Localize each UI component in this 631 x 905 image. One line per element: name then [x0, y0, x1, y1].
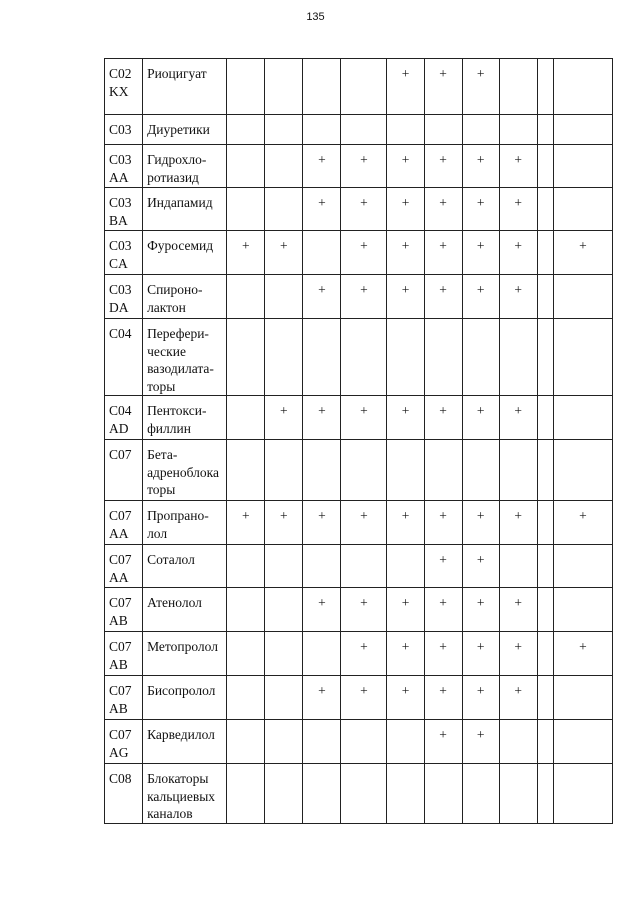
mark-cell: + [387, 188, 424, 231]
mark-cell: + [303, 676, 341, 720]
mark-cell [499, 319, 537, 396]
mark-cell [303, 545, 341, 588]
mark-cell [227, 59, 265, 115]
mark-cell: + [424, 501, 462, 545]
drug-name-cell [143, 545, 227, 588]
atc-code-line: AD [109, 420, 129, 436]
mark-cell [387, 764, 424, 824]
mark-cell [341, 440, 387, 501]
mark-cell: + [424, 545, 462, 588]
mark-cell: + [462, 231, 499, 275]
mark-cell [553, 145, 612, 188]
mark-cell [265, 319, 303, 396]
table-row [105, 501, 613, 545]
table-row [105, 764, 613, 824]
mark-cell: + [227, 231, 265, 275]
drug-name-cell [143, 676, 227, 720]
mark-cell [462, 319, 499, 396]
mark-cell: + [424, 145, 462, 188]
mark-cell: + [462, 501, 499, 545]
mark-cell [387, 319, 424, 396]
mark-cell: + [341, 396, 387, 440]
table-row [105, 145, 613, 188]
mark-cell [499, 764, 537, 824]
drug-name-cell [143, 632, 227, 676]
table-row [105, 676, 613, 720]
drug-name-line: Индапамид [147, 195, 213, 210]
drug-name-line: Атенолол [147, 595, 202, 610]
drug-name-line: кальциевых [147, 788, 216, 804]
atc-code-cell [105, 319, 143, 396]
mark-cell [227, 396, 265, 440]
mark-cell: + [462, 59, 499, 115]
table-row [105, 275, 613, 319]
mark-cell [537, 764, 553, 824]
mark-cell: + [499, 588, 537, 632]
mark-cell [424, 115, 462, 145]
mark-cell [227, 588, 265, 632]
atc-code-line: C07 [109, 727, 132, 742]
drug-name-cell [143, 396, 227, 440]
mark-cell [303, 231, 341, 275]
mark-cell [227, 440, 265, 501]
table-row [105, 396, 613, 440]
drug-name-cell [143, 145, 227, 188]
atc-code-line: C07 [109, 639, 132, 654]
mark-cell [227, 145, 265, 188]
mark-cell [537, 145, 553, 188]
drug-name-line: Пропрано- [147, 508, 209, 523]
mark-cell: + [387, 145, 424, 188]
atc-code-cell [105, 188, 143, 231]
mark-cell [265, 720, 303, 764]
atc-code-line: KX [109, 83, 129, 99]
mark-cell: + [462, 145, 499, 188]
drug-name-line: ротиазид [147, 169, 199, 185]
mark-cell [387, 545, 424, 588]
atc-code-cell [105, 545, 143, 588]
table-row [105, 632, 613, 676]
mark-cell: + [499, 275, 537, 319]
mark-cell [303, 440, 341, 501]
atc-code-line: C03 [109, 152, 132, 167]
atc-code-cell [105, 145, 143, 188]
mark-cell [553, 275, 612, 319]
mark-cell: + [303, 275, 341, 319]
atc-code-line: CA [109, 255, 128, 271]
mark-cell [387, 115, 424, 145]
mark-cell: + [499, 501, 537, 545]
mark-cell [387, 720, 424, 764]
mark-cell: + [341, 676, 387, 720]
mark-cell [537, 588, 553, 632]
mark-cell [387, 440, 424, 501]
mark-cell [227, 720, 265, 764]
mark-cell [265, 188, 303, 231]
mark-cell [462, 764, 499, 824]
atc-code-cell [105, 115, 143, 145]
mark-cell [227, 764, 265, 824]
mark-cell [303, 764, 341, 824]
drug-name-line: Бета- [147, 447, 178, 462]
mark-cell: + [553, 501, 612, 545]
atc-code-cell [105, 764, 143, 824]
mark-cell [341, 115, 387, 145]
mark-cell: + [462, 676, 499, 720]
atc-code-cell [105, 59, 143, 115]
drug-name-line: Риоцигуат [147, 66, 207, 81]
drug-name-line: Гидрохло- [147, 152, 207, 167]
mark-cell [424, 440, 462, 501]
mark-cell: + [424, 396, 462, 440]
mark-cell [537, 319, 553, 396]
mark-cell [265, 59, 303, 115]
drug-name-cell [143, 231, 227, 275]
mark-cell [341, 319, 387, 396]
mark-cell [424, 764, 462, 824]
drug-name-cell [143, 115, 227, 145]
mark-cell [462, 115, 499, 145]
mark-cell [537, 545, 553, 588]
atc-code-cell [105, 588, 143, 632]
mark-cell: + [462, 545, 499, 588]
mark-cell [537, 501, 553, 545]
mark-cell: + [227, 501, 265, 545]
drug-name-line: филлин [147, 420, 191, 436]
mark-cell [303, 720, 341, 764]
mark-cell [537, 188, 553, 231]
mark-cell [499, 720, 537, 764]
mark-cell: + [387, 501, 424, 545]
atc-code-cell [105, 632, 143, 676]
mark-cell: + [303, 188, 341, 231]
drug-name-line: Диуретики [147, 122, 210, 137]
atc-code-line: C02 [109, 66, 132, 81]
atc-code-cell [105, 440, 143, 501]
drug-name-line: Бисопролол [147, 683, 216, 698]
atc-code-line: C03 [109, 195, 132, 210]
mark-cell [499, 59, 537, 115]
atc-code-line: BA [109, 212, 128, 228]
mark-cell: + [462, 632, 499, 676]
mark-cell: + [424, 632, 462, 676]
mark-cell: + [387, 231, 424, 275]
mark-cell: + [341, 145, 387, 188]
mark-cell: + [303, 145, 341, 188]
mark-cell [553, 319, 612, 396]
mark-cell: + [303, 588, 341, 632]
drug-name-cell [143, 440, 227, 501]
mark-cell [227, 188, 265, 231]
drug-name-line: Карведилол [147, 727, 215, 742]
mark-cell [537, 115, 553, 145]
mark-cell: + [265, 501, 303, 545]
mark-cell: + [341, 501, 387, 545]
mark-cell [341, 764, 387, 824]
drug-table [104, 58, 613, 824]
table-row [105, 231, 613, 275]
page-number: 135 [306, 11, 325, 23]
mark-cell: + [462, 720, 499, 764]
mark-cell [537, 676, 553, 720]
drug-name-line: торы [147, 378, 176, 394]
mark-cell: + [499, 632, 537, 676]
table-row [105, 440, 613, 501]
atc-code-cell [105, 396, 143, 440]
mark-cell [537, 632, 553, 676]
atc-code-line: AA [109, 525, 129, 541]
mark-cell: + [341, 231, 387, 275]
mark-cell [265, 275, 303, 319]
atc-code-cell [105, 231, 143, 275]
atc-code-line: AA [109, 569, 129, 585]
mark-cell: + [265, 231, 303, 275]
atc-code-cell [105, 720, 143, 764]
atc-code-line: C03 [109, 238, 132, 253]
mark-cell [537, 275, 553, 319]
atc-code-line: C03 [109, 122, 132, 137]
mark-cell: + [462, 588, 499, 632]
drug-name-line: торы [147, 482, 176, 497]
mark-cell [537, 59, 553, 115]
atc-code-line: C07 [109, 508, 132, 523]
atc-code-line: C07 [109, 447, 132, 462]
atc-code-cell [105, 676, 143, 720]
mark-cell: + [499, 396, 537, 440]
mark-cell: + [303, 396, 341, 440]
drug-name-cell [143, 501, 227, 545]
mark-cell [553, 396, 612, 440]
mark-cell [265, 588, 303, 632]
drug-name-cell [143, 764, 227, 824]
mark-cell [265, 145, 303, 188]
mark-cell [303, 59, 341, 115]
mark-cell [303, 319, 341, 396]
mark-cell [341, 59, 387, 115]
mark-cell: + [462, 275, 499, 319]
atc-code-cell [105, 275, 143, 319]
mark-cell [227, 319, 265, 396]
drug-name-line: лол [147, 525, 168, 541]
table-row [105, 59, 613, 115]
atc-code-line: C07 [109, 683, 132, 698]
mark-cell: + [387, 275, 424, 319]
mark-cell: + [424, 59, 462, 115]
mark-cell [553, 720, 612, 764]
mark-cell: + [341, 188, 387, 231]
atc-code-line: C04 [109, 403, 132, 418]
atc-code-line: AB [109, 700, 128, 716]
mark-cell [553, 440, 612, 501]
mark-cell: + [341, 588, 387, 632]
mark-cell: + [499, 676, 537, 720]
mark-cell: + [424, 231, 462, 275]
drug-name-cell [143, 720, 227, 764]
drug-name-line: вазодилата- [147, 361, 214, 376]
mark-cell [553, 545, 612, 588]
mark-cell [227, 275, 265, 319]
mark-cell [553, 188, 612, 231]
mark-cell [537, 396, 553, 440]
mark-cell: + [341, 632, 387, 676]
mark-cell [303, 632, 341, 676]
mark-cell [537, 231, 553, 275]
atc-code-line: C07 [109, 552, 132, 567]
mark-cell: + [553, 231, 612, 275]
table-row [105, 588, 613, 632]
mark-cell [499, 115, 537, 145]
drug-name-line: Блокаторы [147, 771, 209, 786]
drug-name-cell [143, 59, 227, 115]
mark-cell [265, 115, 303, 145]
table-row [105, 319, 613, 396]
atc-code-line: DA [109, 299, 129, 315]
mark-cell [553, 115, 612, 145]
mark-cell: + [553, 632, 612, 676]
mark-cell [265, 676, 303, 720]
mark-cell: + [387, 588, 424, 632]
drug-name-line: Перефери- [147, 326, 209, 341]
atc-code-line: AG [109, 744, 129, 760]
mark-cell: + [387, 676, 424, 720]
table-row [105, 188, 613, 231]
drug-name-line: адреноблока [147, 464, 220, 480]
atc-code-cell [105, 501, 143, 545]
mark-cell [499, 440, 537, 501]
atc-code-line: AB [109, 612, 128, 628]
mark-cell: + [387, 396, 424, 440]
drug-name-line: ческие [147, 343, 186, 359]
drug-name-line: лактон [147, 299, 186, 315]
drug-name-cell [143, 588, 227, 632]
table-row [105, 115, 613, 145]
mark-cell [265, 632, 303, 676]
mark-cell [265, 440, 303, 501]
drug-name-line: Спироно- [147, 282, 203, 297]
drug-name-cell [143, 275, 227, 319]
mark-cell [227, 115, 265, 145]
mark-cell [341, 720, 387, 764]
atc-code-line: C03 [109, 282, 132, 297]
drug-name-line: Фуросемид [147, 238, 214, 253]
mark-cell: + [265, 396, 303, 440]
mark-cell [303, 115, 341, 145]
atc-code-line: C07 [109, 595, 132, 610]
mark-cell [537, 720, 553, 764]
mark-cell: + [462, 396, 499, 440]
mark-cell [462, 440, 499, 501]
mark-cell: + [499, 231, 537, 275]
mark-cell: + [424, 188, 462, 231]
table-row [105, 720, 613, 764]
drug-name-cell [143, 319, 227, 396]
drug-name-line: Соталол [147, 552, 195, 567]
mark-cell [553, 764, 612, 824]
mark-cell [227, 545, 265, 588]
atc-code-line: AB [109, 656, 128, 672]
mark-cell: + [424, 275, 462, 319]
mark-cell [341, 545, 387, 588]
drug-name-line: каналов [147, 806, 193, 821]
mark-cell [424, 319, 462, 396]
mark-cell: + [424, 588, 462, 632]
atc-code-line: C04 [109, 326, 132, 341]
mark-cell: + [341, 275, 387, 319]
mark-cell [227, 676, 265, 720]
mark-cell [553, 59, 612, 115]
mark-cell: + [424, 676, 462, 720]
mark-cell: + [303, 501, 341, 545]
drug-name-line: Пентокси- [147, 403, 207, 418]
atc-code-line: C08 [109, 771, 132, 786]
mark-cell [265, 764, 303, 824]
mark-cell [553, 676, 612, 720]
drug-name-cell [143, 188, 227, 231]
drug-name-line: Метопролол [147, 639, 218, 654]
mark-cell: + [462, 188, 499, 231]
mark-cell: + [499, 188, 537, 231]
mark-cell [537, 440, 553, 501]
table-row [105, 545, 613, 588]
mark-cell [553, 588, 612, 632]
mark-cell [499, 545, 537, 588]
atc-code-line: AA [109, 169, 129, 185]
mark-cell: + [499, 145, 537, 188]
mark-cell: + [424, 720, 462, 764]
mark-cell: + [387, 632, 424, 676]
mark-cell: + [387, 59, 424, 115]
mark-cell [265, 545, 303, 588]
mark-cell [227, 632, 265, 676]
